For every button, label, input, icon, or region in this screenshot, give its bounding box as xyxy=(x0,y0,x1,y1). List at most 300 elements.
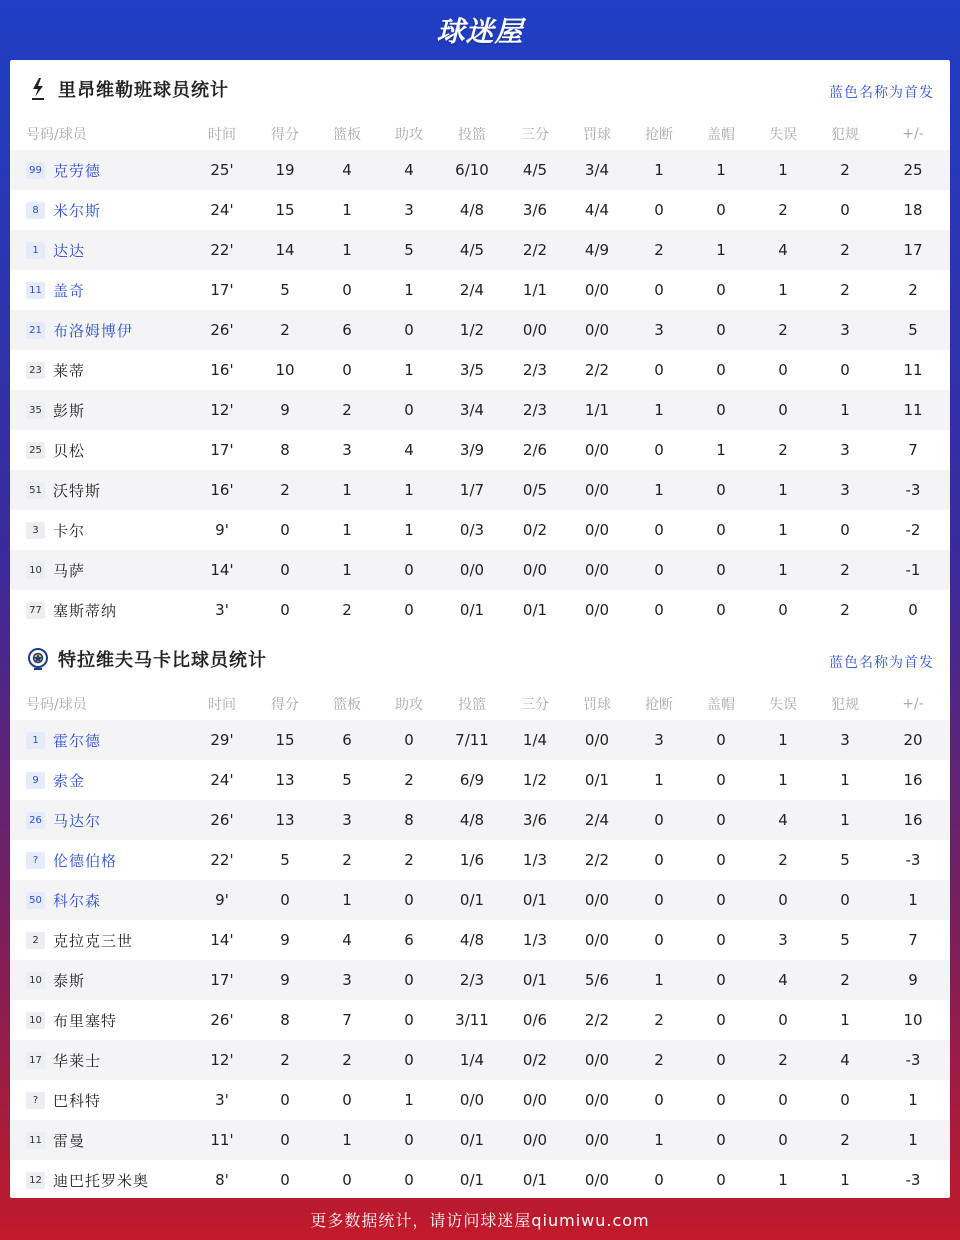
stat-cell: 0/0 xyxy=(584,521,610,539)
player-name-link[interactable]: 彭斯 xyxy=(53,401,86,420)
stat-cell: 1 xyxy=(716,441,726,459)
column-header: 抢断 xyxy=(645,127,673,143)
stat-cell: 2/6 xyxy=(522,441,548,459)
column-header: 犯规 xyxy=(831,697,859,713)
stat-cell: 0 xyxy=(690,880,752,920)
stat-cell: 2 xyxy=(908,281,918,299)
table-header-row xyxy=(10,118,950,150)
stat-cell: 0/2 xyxy=(504,1040,566,1080)
stat-cell: 0 xyxy=(840,361,850,379)
stat-cell: 0 xyxy=(716,601,726,619)
stat-cell: 16 xyxy=(903,771,923,789)
stat-cell: 9' xyxy=(215,521,229,539)
stat-cell: 2 xyxy=(840,281,850,299)
table-row[interactable] xyxy=(10,430,950,470)
stat-cell: 20 xyxy=(876,720,950,760)
player-name-link[interactable]: 科尔森 xyxy=(53,891,102,910)
stat-cell: 2 xyxy=(254,470,316,510)
stat-cell: 17' xyxy=(210,281,234,299)
stats-card xyxy=(10,60,950,1198)
stat-cell: 11' xyxy=(190,1120,254,1160)
stat-cell: 2/2 xyxy=(584,851,610,869)
stat-cell: 4/9 xyxy=(566,230,628,270)
stat-cell: 0/0 xyxy=(566,470,628,510)
stat-cell: 8 xyxy=(280,441,290,459)
stat-cell: 0/0 xyxy=(440,550,504,590)
stat-cell: 1 xyxy=(628,470,690,510)
stat-cell: 3/4 xyxy=(440,390,504,430)
stat-cell: 9 xyxy=(254,960,316,1000)
stat-cell: 0 xyxy=(254,1120,316,1160)
table-row[interactable] xyxy=(10,270,950,310)
stat-cell: 3 xyxy=(814,470,876,510)
stat-cell: 0 xyxy=(840,201,850,219)
stat-cell: 4 xyxy=(404,441,414,459)
stat-cell: 1 xyxy=(778,771,788,789)
column-header: 投篮 xyxy=(458,697,486,713)
table-row[interactable] xyxy=(10,470,950,510)
stat-cell: 2 xyxy=(628,1040,690,1080)
stat-cell: 0 xyxy=(654,201,664,219)
jersey-number-badge: 11 xyxy=(26,1132,45,1149)
stat-cell: 11 xyxy=(903,361,923,379)
stat-cell: 0 xyxy=(690,1040,752,1080)
jersey-number-badge: ? xyxy=(26,1092,45,1109)
stat-cell: 5 xyxy=(280,281,290,299)
stat-cell: 1 xyxy=(404,521,414,539)
stat-cell: 1 xyxy=(908,1091,918,1109)
stat-cell: 4 xyxy=(316,150,378,190)
stat-cell: 10 xyxy=(903,1011,923,1029)
stat-cell: 4/5 xyxy=(440,230,504,270)
stat-cell: 0 xyxy=(654,521,664,539)
player-name-link[interactable]: 塞斯蒂纳 xyxy=(53,601,118,620)
stat-cell: 5 xyxy=(840,931,850,949)
player-cell[interactable] xyxy=(10,350,190,390)
stat-cell: 0/0 xyxy=(566,880,628,920)
stat-cell: 4/5 xyxy=(504,150,566,190)
column-header: 得分 xyxy=(271,127,299,143)
stat-cell: 12' xyxy=(190,390,254,430)
stat-cell: 1 xyxy=(628,1120,690,1160)
stat-cell: 26' xyxy=(190,310,254,350)
player-name-link[interactable]: 达达 xyxy=(53,241,86,260)
player-name-link[interactable]: 盖奇 xyxy=(53,281,86,300)
player-cell[interactable] xyxy=(10,720,190,760)
player-name-link[interactable]: 雷曼 xyxy=(53,1131,86,1150)
stat-cell: 24' xyxy=(210,771,234,789)
stat-cell: 5 xyxy=(342,771,352,789)
stat-cell: 8 xyxy=(280,1011,290,1029)
stat-cell: 7 xyxy=(342,1011,352,1029)
player-cell[interactable] xyxy=(10,550,190,590)
player-name-link[interactable]: 霍尔德 xyxy=(53,731,102,750)
stat-cell: 3/5 xyxy=(459,361,485,379)
player-name-link[interactable]: 华莱士 xyxy=(53,1051,102,1070)
column-header: +/- xyxy=(902,696,924,712)
player-name-link[interactable]: 布里塞特 xyxy=(53,1011,118,1030)
player-cell[interactable] xyxy=(10,230,190,270)
stat-cell: -2 xyxy=(905,521,921,539)
brand-logo: 球迷屋 xyxy=(436,15,524,48)
jersey-number-badge: 23 xyxy=(26,362,45,379)
stat-cell: 16' xyxy=(210,361,234,379)
player-name-link[interactable]: 克拉克三世 xyxy=(53,931,134,950)
stat-cell: 2 xyxy=(254,1040,316,1080)
player-name-link[interactable]: 布洛姆博伊 xyxy=(53,321,134,340)
stat-cell: 29' xyxy=(190,720,254,760)
stat-cell: 1 xyxy=(404,1091,414,1109)
stat-cell: 1 xyxy=(814,800,876,840)
stat-cell: 6/9 xyxy=(459,771,485,789)
stat-cell: 0 xyxy=(378,1040,440,1080)
stat-cell: 2 xyxy=(778,201,788,219)
table-row[interactable] xyxy=(10,150,950,190)
jersey-number-badge: 35 xyxy=(26,402,45,419)
stat-cell: 1/4 xyxy=(504,720,566,760)
stat-cell: 18 xyxy=(903,201,923,219)
stat-cell: 0 xyxy=(752,1120,814,1160)
table-row[interactable] xyxy=(10,960,950,1000)
stat-cell: 0 xyxy=(654,931,664,949)
column-header: 投篮 xyxy=(458,127,486,143)
team-section xyxy=(10,630,950,1198)
stat-cell: 2 xyxy=(342,601,352,619)
table-row[interactable] xyxy=(10,550,950,590)
stat-cell: 3 xyxy=(316,800,378,840)
player-name-link[interactable]: 索金 xyxy=(53,771,86,790)
stat-cell: 2/2 xyxy=(504,230,566,270)
stat-cell: 0 xyxy=(778,1011,788,1029)
stat-cell: 2 xyxy=(814,230,876,270)
stat-cell: 0/1 xyxy=(522,1171,548,1189)
stat-cell: 0 xyxy=(378,720,440,760)
table-row[interactable] xyxy=(10,1160,950,1198)
stat-cell: 0 xyxy=(654,281,664,299)
player-name-link[interactable]: 米尔斯 xyxy=(53,201,102,220)
player-cell[interactable] xyxy=(10,1160,190,1198)
stat-cell: 0/1 xyxy=(584,771,610,789)
table-row[interactable] xyxy=(10,310,950,350)
player-cell[interactable] xyxy=(10,1080,190,1120)
player-name-link[interactable]: 巴科特 xyxy=(53,1091,102,1110)
stat-cell: 4 xyxy=(752,960,814,1000)
jersey-number-badge: 21 xyxy=(26,322,45,339)
stat-cell: 0 xyxy=(840,521,850,539)
player-name-link[interactable]: 泰斯 xyxy=(53,971,86,990)
stat-cell: 1/7 xyxy=(440,470,504,510)
table-row[interactable] xyxy=(10,1040,950,1080)
stat-cell: 0 xyxy=(716,361,726,379)
jersey-number-badge: 99 xyxy=(26,162,45,179)
jersey-number-badge: 11 xyxy=(26,282,45,299)
stat-cell: 0 xyxy=(690,310,752,350)
stat-cell: 15 xyxy=(275,201,295,219)
stat-cell: 1 xyxy=(690,230,752,270)
stat-cell: 0/0 xyxy=(566,310,628,350)
stat-cell: 0 xyxy=(716,1171,726,1189)
player-name-link[interactable]: 伦德伯格 xyxy=(53,851,118,870)
stat-cell: 10 xyxy=(275,361,295,379)
column-header: 盖帽 xyxy=(707,127,735,143)
player-cell[interactable] xyxy=(10,960,190,1000)
stat-cell: 3 xyxy=(840,441,850,459)
stat-cell: 4/8 xyxy=(440,800,504,840)
stat-cell: 3 xyxy=(628,310,690,350)
stat-cell: 0/0 xyxy=(504,550,566,590)
player-cell[interactable] xyxy=(10,880,190,920)
stat-cell: 0 xyxy=(654,1171,664,1189)
stat-cell: 24' xyxy=(210,201,234,219)
jersey-number-badge: 12 xyxy=(26,1172,45,1189)
column-header: 抢断 xyxy=(645,697,673,713)
stat-cell: 0/0 xyxy=(504,310,566,350)
stat-cell: 0 xyxy=(778,1091,788,1109)
stat-cell: 0 xyxy=(342,281,352,299)
table-row[interactable] xyxy=(10,390,950,430)
player-cell[interactable] xyxy=(10,190,190,230)
stat-cell: 2 xyxy=(814,150,876,190)
stat-cell: 1 xyxy=(778,1171,788,1189)
stat-cell: 26' xyxy=(190,800,254,840)
stat-cell: 1/6 xyxy=(459,851,485,869)
player-cell[interactable] xyxy=(10,1000,190,1040)
table-row[interactable] xyxy=(10,920,950,960)
stat-cell: 0/0 xyxy=(566,1120,628,1160)
stat-cell: 1 xyxy=(342,201,352,219)
stat-cell: 1 xyxy=(840,1011,850,1029)
stat-cell: 22' xyxy=(190,230,254,270)
stat-cell: 4 xyxy=(342,931,352,949)
stat-cell: 2/4 xyxy=(566,800,628,840)
stat-cell: 2 xyxy=(316,1040,378,1080)
stat-cell: 0/3 xyxy=(459,521,485,539)
stat-cell: 3' xyxy=(215,601,229,619)
player-name-link[interactable]: 贝松 xyxy=(53,441,86,460)
stat-cell: 1 xyxy=(316,880,378,920)
column-header: 盖帽 xyxy=(707,697,735,713)
app-header xyxy=(0,0,960,60)
stat-cell: 2 xyxy=(814,550,876,590)
table-row[interactable] xyxy=(10,190,950,230)
stat-cell: 0 xyxy=(378,960,440,1000)
stat-cell: 16' xyxy=(190,470,254,510)
player-stats-table xyxy=(10,688,950,1198)
stat-cell: 0 xyxy=(716,771,726,789)
stat-cell: 2 xyxy=(342,851,352,869)
stat-cell: 2 xyxy=(654,1011,664,1029)
stat-cell: 1 xyxy=(778,521,788,539)
team-section-header xyxy=(10,60,950,118)
stat-cell: 1 xyxy=(752,720,814,760)
asvel-logo-icon xyxy=(26,77,50,101)
stat-cell: 0 xyxy=(280,1091,290,1109)
stat-cell: 1/4 xyxy=(440,1040,504,1080)
stat-cell: 2 xyxy=(752,310,814,350)
stat-cell: 1 xyxy=(404,281,414,299)
stat-cell: 0/0 xyxy=(504,1120,566,1160)
team-title: 里昂维勒班球员统计 xyxy=(58,80,229,101)
stat-cell: 0 xyxy=(628,800,690,840)
footer-banner[interactable] xyxy=(0,1198,960,1240)
player-name-link[interactable]: 克劳德 xyxy=(53,161,102,180)
stat-cell: 2/2 xyxy=(584,1011,610,1029)
stat-cell: 0 xyxy=(778,361,788,379)
stat-cell: 1/2 xyxy=(440,310,504,350)
stat-cell: 1 xyxy=(752,150,814,190)
stat-cell: 3 xyxy=(316,960,378,1000)
stat-cell: 9 xyxy=(280,931,290,949)
stat-cell: 1 xyxy=(342,521,352,539)
table-row[interactable] xyxy=(10,840,950,880)
stat-cell: 0 xyxy=(404,1171,414,1189)
player-cell[interactable] xyxy=(10,150,190,190)
stat-cell: 0/6 xyxy=(522,1011,548,1029)
stat-cell: 0 xyxy=(752,390,814,430)
stat-cell: 7 xyxy=(908,441,918,459)
stat-cell: 2 xyxy=(778,441,788,459)
stat-cell: 13 xyxy=(275,771,295,789)
jersey-number-badge: 10 xyxy=(26,562,45,579)
stat-cell: 14' xyxy=(190,550,254,590)
stat-cell: 11 xyxy=(876,390,950,430)
stat-cell: 17' xyxy=(190,960,254,1000)
stat-cell: 12' xyxy=(190,1040,254,1080)
table-row[interactable] xyxy=(10,230,950,270)
player-cell[interactable] xyxy=(10,760,190,800)
player-cell[interactable] xyxy=(10,840,190,880)
stat-cell: 0 xyxy=(378,550,440,590)
player-name-link[interactable]: 卡尔 xyxy=(53,521,86,540)
stat-cell: 25 xyxy=(876,150,950,190)
stat-cell: 1 xyxy=(752,550,814,590)
column-header: 时间 xyxy=(208,127,236,143)
player-cell[interactable] xyxy=(10,310,190,350)
stat-cell: 3/9 xyxy=(459,441,485,459)
stat-cell: 0 xyxy=(378,310,440,350)
table-header-row xyxy=(10,688,950,720)
stat-cell: 3' xyxy=(215,1091,229,1109)
stat-cell: 1 xyxy=(628,960,690,1000)
stat-cell: 1/3 xyxy=(522,931,548,949)
stat-cell: 0 xyxy=(690,390,752,430)
stat-cell: 0 xyxy=(716,1091,726,1109)
column-header: 助攻 xyxy=(395,127,423,143)
stat-cell: 6 xyxy=(404,931,414,949)
stat-cell: 2 xyxy=(814,960,876,1000)
player-cell[interactable] xyxy=(10,390,190,430)
stat-cell: 3 xyxy=(342,441,352,459)
stat-cell: 17 xyxy=(876,230,950,270)
player-cell[interactable] xyxy=(10,470,190,510)
stat-cell: 6 xyxy=(316,310,378,350)
stat-cell: -3 xyxy=(905,851,921,869)
stat-cell: 0/1 xyxy=(504,960,566,1000)
table-row[interactable] xyxy=(10,590,950,630)
stat-cell: 0 xyxy=(342,1171,352,1189)
stat-cell: 9 xyxy=(254,390,316,430)
jersey-number-badge: 26 xyxy=(26,812,45,829)
table-row[interactable] xyxy=(10,510,950,550)
table-row[interactable] xyxy=(10,1080,950,1120)
table-row[interactable] xyxy=(10,1000,950,1040)
stat-cell: 1/2 xyxy=(522,771,548,789)
stat-cell: 19 xyxy=(254,150,316,190)
column-header: 篮板 xyxy=(333,127,361,143)
table-row[interactable] xyxy=(10,350,950,390)
stat-cell: 14 xyxy=(254,230,316,270)
stat-cell: 0/0 xyxy=(584,1091,610,1109)
stat-cell: 0 xyxy=(908,601,918,619)
player-cell[interactable] xyxy=(10,590,190,630)
player-name-link[interactable]: 莱蒂 xyxy=(53,361,86,380)
stat-cell: 4/4 xyxy=(584,201,610,219)
player-cell[interactable] xyxy=(10,800,190,840)
team-section-header xyxy=(10,630,950,688)
stat-cell: 2 xyxy=(316,390,378,430)
stat-cell: 0 xyxy=(690,800,752,840)
stat-cell: 1 xyxy=(378,470,440,510)
stat-cell: 9' xyxy=(190,880,254,920)
jersey-number-badge: 1 xyxy=(26,242,45,259)
stat-cell: 0 xyxy=(280,601,290,619)
stat-cell: 0 xyxy=(752,880,814,920)
stat-cell: 3/6 xyxy=(522,201,548,219)
column-header: 三分 xyxy=(521,697,549,713)
player-cell[interactable] xyxy=(10,430,190,470)
stat-cell: 2 xyxy=(814,1120,876,1160)
stat-cell: 0/1 xyxy=(522,601,548,619)
table-row[interactable] xyxy=(10,760,950,800)
player-cell[interactable] xyxy=(10,1120,190,1160)
stat-cell: 1 xyxy=(316,550,378,590)
footer-link-text[interactable]: 更多数据统计，请访问球迷屋qiumiwu.com xyxy=(310,1210,650,1230)
jersey-number-badge: 77 xyxy=(26,602,45,619)
player-cell[interactable] xyxy=(10,270,190,310)
player-cell[interactable] xyxy=(10,1040,190,1080)
stat-cell: 1 xyxy=(876,880,950,920)
stat-cell: 3/11 xyxy=(455,1011,489,1029)
stat-cell: 0/0 xyxy=(522,1091,548,1109)
table-row[interactable] xyxy=(10,880,950,920)
table-row[interactable] xyxy=(10,1120,950,1160)
player-name-link[interactable]: 迪巴托罗米奥 xyxy=(53,1171,150,1190)
stat-cell: -1 xyxy=(876,550,950,590)
stat-cell: -3 xyxy=(876,470,950,510)
table-row[interactable] xyxy=(10,720,950,760)
player-cell[interactable] xyxy=(10,920,190,960)
stat-cell: 6/10 xyxy=(440,150,504,190)
stat-cell: 3 xyxy=(628,720,690,760)
table-row[interactable] xyxy=(10,800,950,840)
stat-cell: 1 xyxy=(876,1120,950,1160)
stat-cell: 0 xyxy=(342,1091,352,1109)
player-name-link[interactable]: 马萨 xyxy=(53,561,86,580)
player-cell[interactable] xyxy=(10,510,190,550)
stat-cell: 0 xyxy=(716,521,726,539)
stat-cell: 1 xyxy=(316,1120,378,1160)
stat-cell: 0/0 xyxy=(566,1040,628,1080)
column-header: 篮板 xyxy=(333,697,361,713)
stat-cell: 0 xyxy=(254,880,316,920)
stat-cell: 0/1 xyxy=(459,601,485,619)
stat-cell: 0/1 xyxy=(459,1171,485,1189)
stat-cell: 0 xyxy=(716,931,726,949)
player-name-link[interactable]: 马达尔 xyxy=(53,811,102,830)
stat-cell: 0 xyxy=(690,550,752,590)
player-name-link[interactable]: 沃特斯 xyxy=(53,481,102,500)
stat-cell: 3 xyxy=(778,931,788,949)
